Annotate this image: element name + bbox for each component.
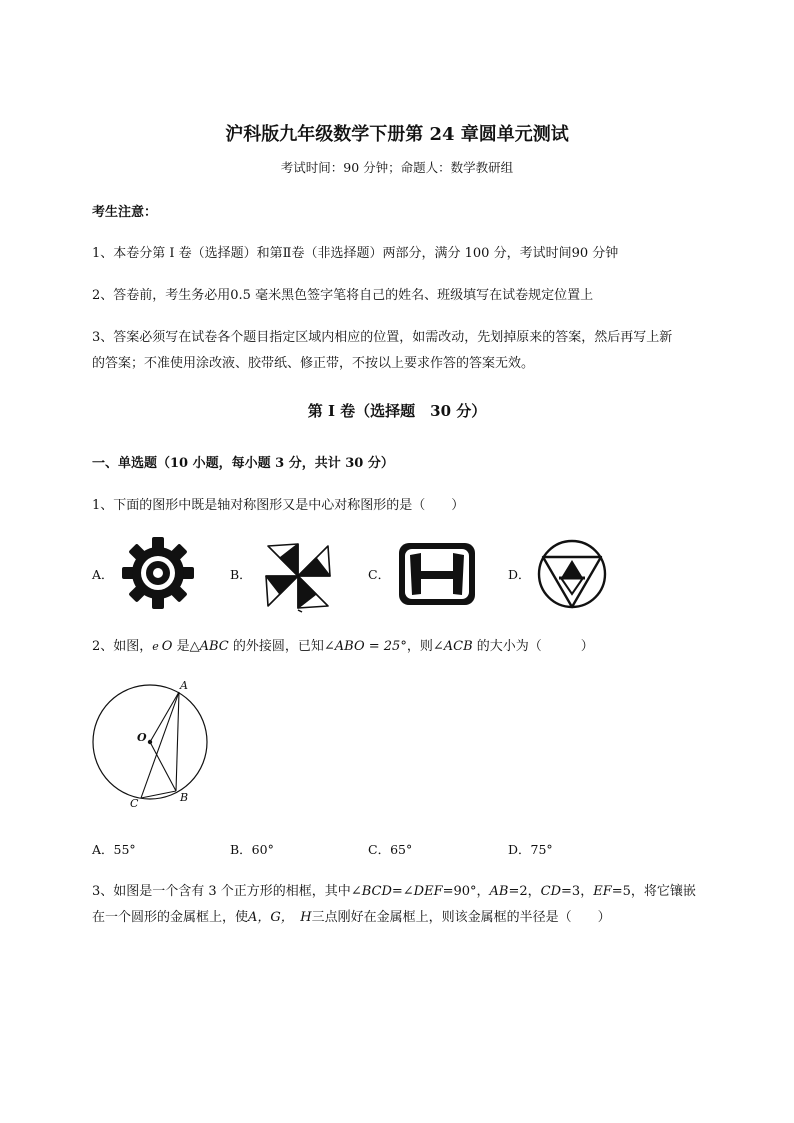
q2-option-a: A．55° xyxy=(92,842,136,857)
q3-angle: ∠BCD=∠DEF xyxy=(350,884,443,899)
q3-line1-b: =90°， xyxy=(442,884,490,899)
q2-option-d: D．75° xyxy=(508,842,553,857)
q2-text-O: O xyxy=(161,639,173,654)
document-subtitle: 考试时间：90 分钟；命题人：数学教研组 xyxy=(280,160,514,175)
point-label-b: B xyxy=(180,791,189,804)
question-1-text: 1、下面的图形中既是轴对称图形又是中心对称图形的是（ ） xyxy=(92,498,465,513)
circle-symbol: e xyxy=(152,640,159,653)
triangle-in-circle-figure xyxy=(536,538,608,610)
notice-heading: 考生注意： xyxy=(92,205,158,220)
q2-text-c: 的外接圆，已知 xyxy=(228,639,324,654)
q3-line1-d: =3， xyxy=(561,884,594,899)
notice-item-3-cont: 的答案；不准使用涂改液、胶带纸、修正带，不按以上要求作答的答案无效。 xyxy=(92,356,535,371)
question-3-line-1 xyxy=(92,880,696,899)
q1-option-d-label: D． xyxy=(508,567,531,582)
q3-ef: EF xyxy=(593,884,612,899)
circumscribed-circle-figure xyxy=(86,674,216,814)
document-title: 沪科版九年级数学下册第 24 章圆单元测试 xyxy=(225,124,569,145)
q2-text-d: ，则 xyxy=(406,639,433,654)
notice-item-2: 2、答卷前，考生务必用0.5 毫米黑色签字笔将自己的姓名、班级填写在试卷规定位置上 xyxy=(92,288,594,303)
q2-angle-acb: ∠ACB xyxy=(432,639,473,654)
pinwheel-figure xyxy=(260,538,336,614)
question-2-text xyxy=(92,635,594,654)
q2-text-a: 2、如图， xyxy=(92,639,153,654)
q3-line2-a: 在一个圆形的金属框上，使 xyxy=(92,910,249,925)
q3-points: A，G， H xyxy=(248,910,312,925)
gear-figure xyxy=(120,535,196,611)
notice-item-1: 1、本卷分第 I 卷（选择题）和第Ⅱ卷（非选择题）两部分，满分 100 分，考试时间90 分钟 xyxy=(92,246,619,261)
q3-line1-a: 3、如图是一个含有 3 个正方形的相框，其中 xyxy=(92,884,351,899)
q3-line1-e: =5，将它镶嵌 xyxy=(611,884,696,899)
q2-option-b: B．60° xyxy=(230,842,274,857)
part-heading: 一、单选题（10 小题，每小题 3 分，共计 30 分） xyxy=(92,456,394,471)
q1-option-b-label: B． xyxy=(230,567,252,582)
q1-option-c-label: C． xyxy=(368,567,391,582)
q2-text-ABC: ABC xyxy=(199,639,229,654)
q3-ab: AB xyxy=(489,884,509,899)
q3-cd: CD xyxy=(540,884,562,899)
question-3-line-2 xyxy=(92,906,611,925)
q2-text-e: 的大小为（ ） xyxy=(472,639,594,654)
point-label-c: C xyxy=(130,797,139,810)
section-heading: 第 I 卷（选择题 30 分） xyxy=(307,402,487,420)
q3-line2-b: 三点刚好在金属框上，则该金属框的半径是（ ） xyxy=(311,910,611,925)
point-label-o: O xyxy=(137,731,147,744)
q2-angle-abo: ∠ABO = 25° xyxy=(323,639,407,654)
q2-text-b: 是△ xyxy=(172,639,200,654)
q2-option-c: C．65° xyxy=(368,842,413,857)
q1-option-a-label: A． xyxy=(92,567,114,582)
point-label-a: A xyxy=(180,679,188,692)
honda-logo-figure xyxy=(397,541,477,607)
q3-line1-c: =2， xyxy=(508,884,541,899)
notice-item-3: 3、答案必须写在试卷各个题目指定区域内相应的位置，如需改动，先划掉原来的答案，然后再写上新 xyxy=(92,330,673,345)
